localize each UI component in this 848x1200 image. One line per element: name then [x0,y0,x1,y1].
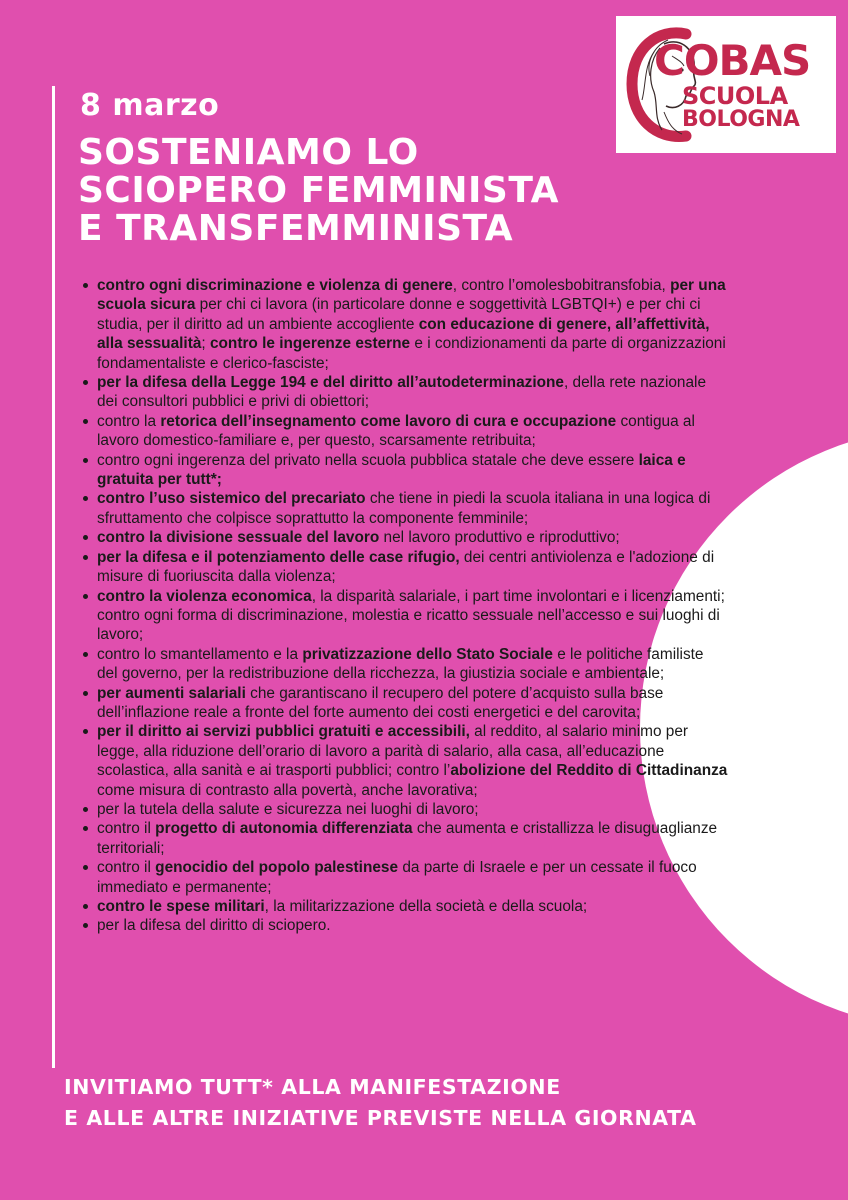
list-item-text: contigua al lavoro domestico-familiare e, per questo, scarsamente retribuita; [97,412,695,450]
list-item [78,528,728,547]
list-item-text: dei centri antiviolenza e l'adozione di misure di fuoriuscita dalla violenza; [97,548,715,586]
list-item-text: che tiene in piedi la scuola italiana in una logica di sfruttamento che colpisce soprattutto la componente femminile; [97,490,711,527]
list-item-bold-text: per la difesa della Legge 194 e del diritto all’autodeterminazione [97,374,564,392]
headline [78,134,559,248]
headline-line: SOSTENIAMO LO [78,132,419,173]
list-item [78,412,728,451]
list-item [78,800,728,819]
list-item [78,897,728,916]
list-item-text: che garantiscano il recupero del potere d’acquisto sulla base dell’inflazione reale a fronte del forte aumento dei costi energetici e del carovita; [97,684,664,721]
logo-line: COBAS [654,36,811,85]
list-item-text: che aumenta e cristallizza le disuguaglianze territoriali; [97,820,718,857]
list-item [78,916,728,935]
list-item-text: per la tutela della salute e sicurezza nei luoghi di lavoro; [97,800,479,818]
list-item [78,858,728,897]
list-item-text: contro il [97,820,156,838]
list-item-bold-text: laica e gratuita per tutt*; [97,451,686,489]
list-item [78,489,728,528]
list-item-bold-text: contro le ingerenze esterne [209,335,411,353]
demands-list [78,276,728,936]
list-item-bold-text: contro la divisione sessuale del lavoro [97,529,380,547]
headline-line: SCIOPERO FEMMINISTA [78,170,559,211]
list-item-text: contro ogni ingerenza del privato nella scuola pubblica statale che deve essere [97,451,639,469]
list-item-text: contro il [97,859,156,877]
call-to-action-line: E ALLE ALTRE INIZIATIVE PREVISTE NELLA GIORNATA [64,1106,697,1130]
list-item-text: contro la [97,412,161,430]
call-to-action [64,1072,697,1134]
list-item-bold-text: retorica dell’insegnamento come lavoro di cura e occupazione [160,412,617,430]
list-item-text: nel lavoro produttivo e riproduttivo; [379,529,620,547]
list-item-bold-text: privatizzazione dello Stato Sociale [302,645,553,663]
logo-line: BOLOGNA [682,107,800,132]
list-item-text: al reddito, al salario minimo per legge, alla riduzione dell’orario di lavoro a parità di salario, alla casa, all’educazione scolastica, alla sanità e ai trasporti pubblici; contro l’ [97,723,689,780]
list-item-text: , contro l’omolesbobitransfobia, [452,277,671,294]
list-item-bold-text: contro le spese militari [97,898,265,915]
list-item [78,684,728,723]
list-item [78,451,728,490]
list-item [78,722,728,800]
list-item-bold-text: per aumenti salariali [97,684,246,702]
headline-line: E TRANSFEMMINISTA [78,208,514,249]
list-item-bold-text: con educazione di genere, all’affettività, alla sessualità [97,315,710,353]
list-item [78,819,728,858]
cobas-logo [616,16,836,153]
logo-text [652,36,811,132]
list-item-text: e i condizionamenti da parte di organizzazioni fondamentaliste e clerico-fasciste; [97,335,726,372]
list-item-text: ; [201,335,210,353]
list-item-text: , la militarizzazione della società e della scuola; [264,898,588,915]
list-item-bold-text: genocidio del popolo palestinese [155,859,399,877]
list-item [78,276,728,373]
event-date: 8 marzo [80,88,220,123]
list-item-bold-text: progetto di autonomia differenziata [155,820,413,838]
call-to-action-line: INVITIAMO TUTT* ALLA MANIFESTAZIONE [64,1075,561,1099]
list-item-text: per la difesa del diritto di sciopero. [97,917,331,935]
list-item-text: , la disparità salariale, i part time involontari e i licenziamenti; contro ogni forma di discriminazione, molestia e ricatto sessuale nell’accesso e sui luoghi di lavoro; [97,587,725,644]
logo-line: SCUOLA [682,82,788,110]
list-item-text: , della rete nazionale dei consultori pubblici e privi di obiettori; [97,374,707,411]
list-item-text: per chi ci lavora (in particolare donne e soggettività LGBTQI+) e per chi ci studia, per il diritto ad un ambiente accogliente [97,296,701,333]
list-item-bold-text: contro ogni discriminazione e violenza di genere [97,277,453,294]
list-item-bold-text: contro l’uso sistemico del precariato [97,490,366,508]
list-item [78,645,728,684]
list-item-bold-text: per la difesa e il potenziamento delle case rifugio, [97,548,460,566]
list-item-bold-text: per una scuola sicura [97,277,726,314]
list-item [78,587,728,645]
list-item-bold-text: contro la violenza economica [97,587,312,605]
list-item-bold-text: abolizione del Reddito di Cittadinanza [450,762,728,780]
list-item-text: come misura di contrasto alla povertà, anche lavorativa; [97,781,478,799]
list-item-bold-text: per il diritto ai servizi pubblici gratuiti e accessibili, [97,723,470,741]
list-item [78,373,728,412]
list-item-text: e le politiche familiste del governo, per la redistribuzione della ricchezza, la giustizia sociale e ambientale; [97,645,704,683]
list-item [78,548,728,587]
list-item-text: da parte di Israele e per un cessate il fuoco immediato e permanente; [97,859,697,896]
list-item-text: contro lo smantellamento e la [97,645,303,663]
vertical-divider [52,86,55,1068]
